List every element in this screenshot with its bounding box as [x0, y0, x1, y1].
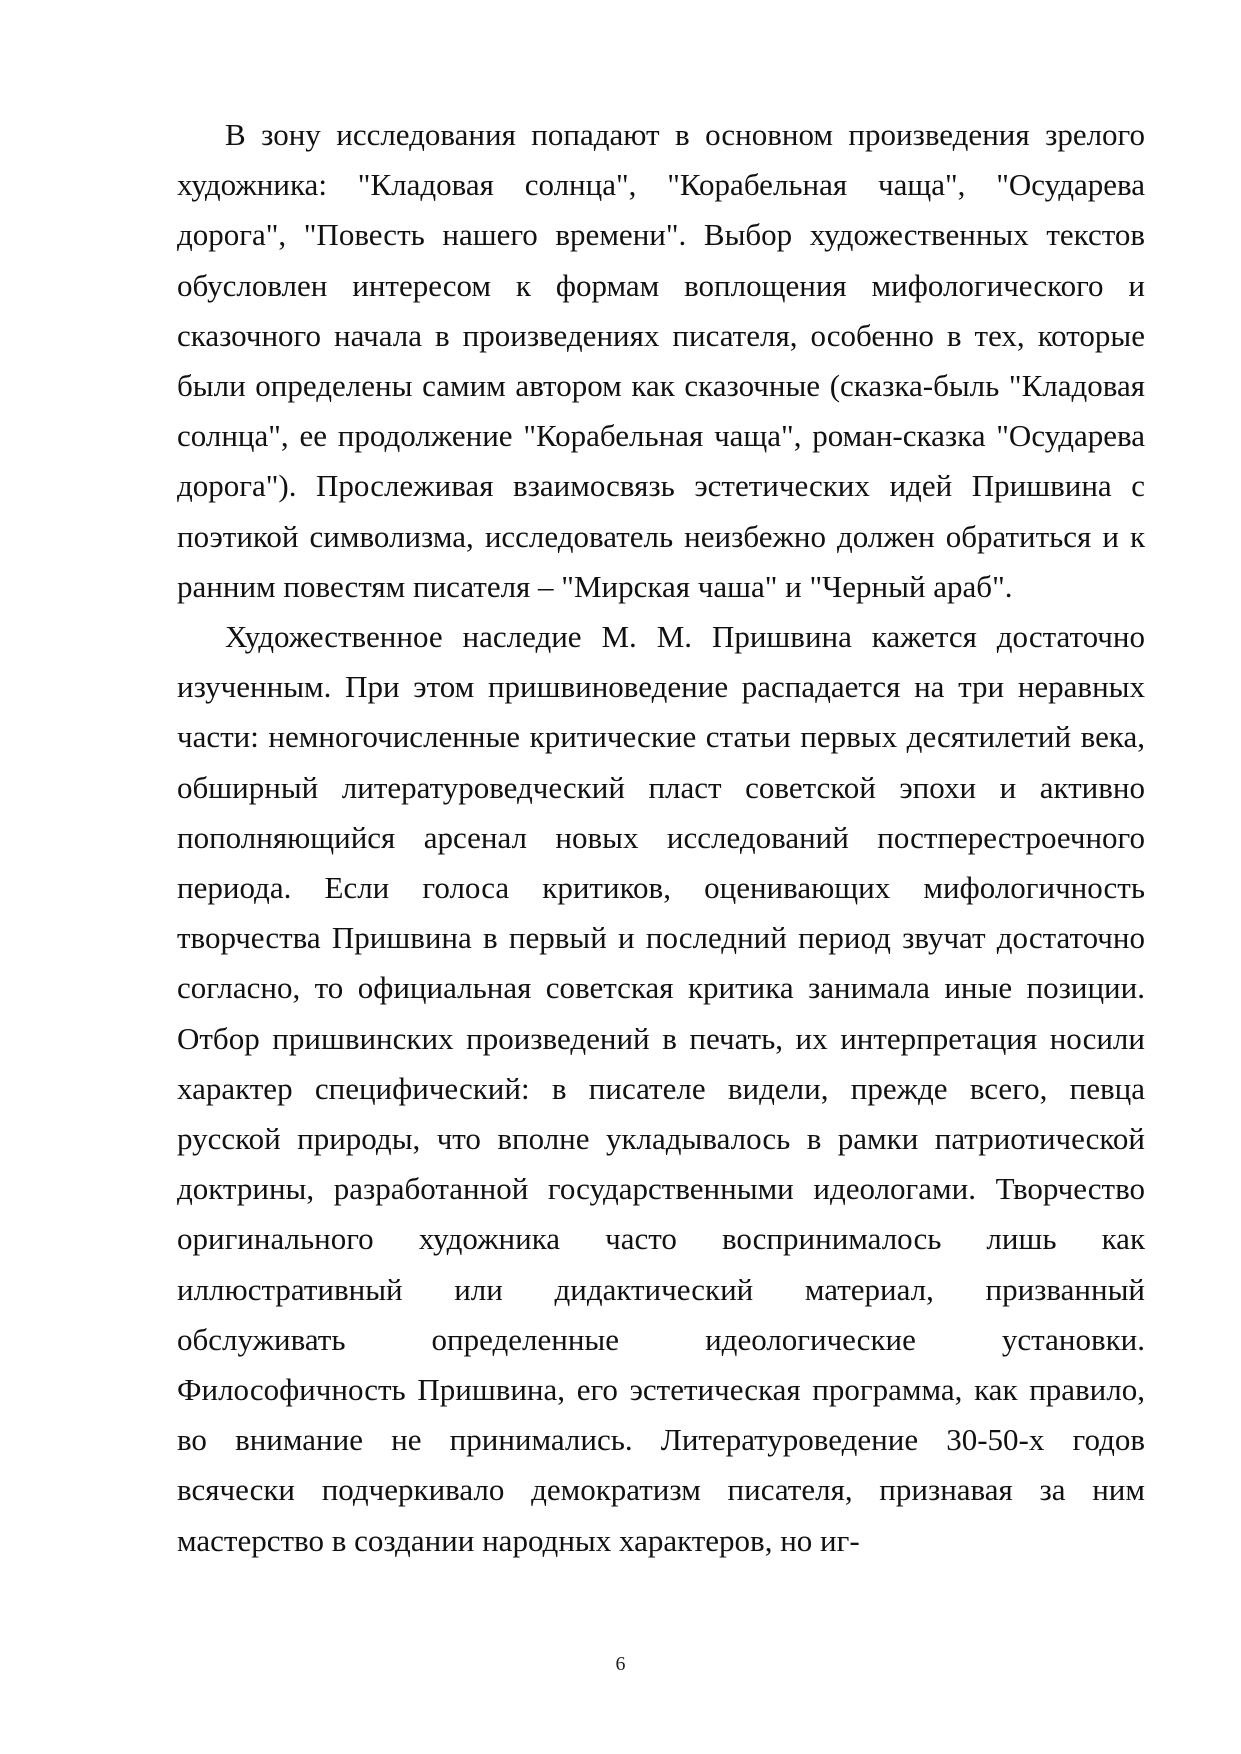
- page-number: 6: [615, 1653, 626, 1675]
- paragraph-1: В зону исследования попадают в основном произведения зрелого художника: "Кладовая солнца", "Корабельная чаща", "Осударева дорога", "Повесть нашего времени". Выбор художественных текстов обусловлен интересом к формам воплощения мифологического и сказочного начала в произведениях писателя, особенно в тех, которые были определены самим автором как сказочные (сказка-быль "Кладовая солнца", ее продолжение "Корабельная чаща", роман-сказка "Осударева дорога"). Прослеживая взаимосвязь эстетических идей Пришвина с поэтикой символизма, исследователь неизбежно должен обратиться и к ранним повестям писателя – "Мирская чаша" и "Черный араб".: [177, 117, 1145, 604]
- body-text: [177, 110, 1145, 1566]
- paragraph-2: Художественное наследие М. М. Пришвина кажется достаточно изученным. При этом пришвиноведение распадается на три неравных части: немногочисленные критические статьи первых десятилетий века, обширный литературоведческий пласт советской эпохи и активно пополняющийся арсенал новых исследований постперестроечного периода. Если голоса критиков, оценивающих мифологичность творчества Пришвина в первый и последний период звучат достаточно согласно, то официальная советская критика занимала иные позиции. Отбор пришвинских произведений в печать, их интерпретация носили характер специфический: в писателе видели, прежде всего, певца русской природы, что вполне укладывалось в рамки патриотической доктрины, разработанной государственными идеологами. Творчество оригинального художника часто воспринималось лишь как иллюстративный или дидактический материал, призванный обслуживать определенные идеологические установки. Философичность Пришвина, его эстетическая программа, как правило, во внимание не принимались. Литературоведение 30-50-х годов всячески подчеркивало демократизм писателя, признавая за ним мастерство в создании народных характеров, но иг-: [177, 619, 1145, 1558]
